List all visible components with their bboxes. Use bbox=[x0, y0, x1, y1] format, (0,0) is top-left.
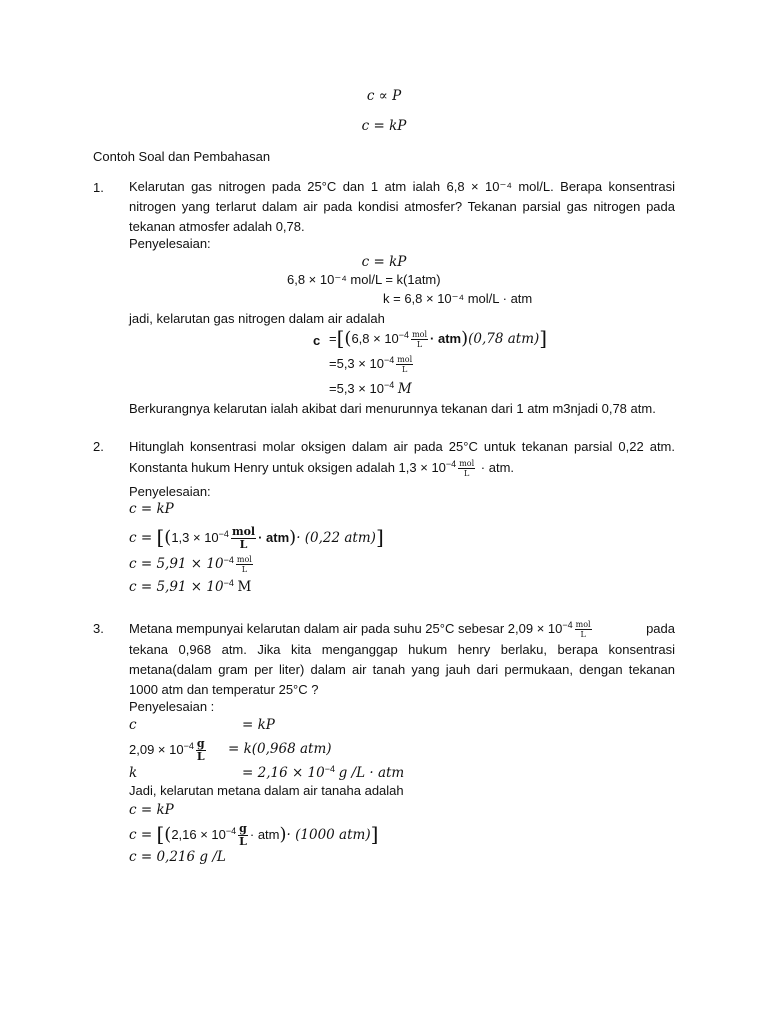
q3-row-3-left: k bbox=[129, 765, 138, 781]
q1-e3-unit: M bbox=[397, 381, 412, 397]
q3-text-frac-den: L bbox=[580, 630, 586, 640]
henry-law-equation: c = kP bbox=[361, 118, 407, 134]
q2-s3-exp: −4 bbox=[223, 555, 234, 565]
q1-e1-frac-num: mol bbox=[412, 330, 428, 340]
q2-text-frac-den: L bbox=[464, 469, 470, 479]
q2-s4-unit: M bbox=[237, 579, 252, 595]
q1-equation-line-3 bbox=[329, 380, 412, 398]
q2-s3-value: c = 5,91 × 10 bbox=[129, 556, 224, 572]
q1-step-1: c = kP bbox=[361, 254, 407, 270]
q3-r2-fraction bbox=[196, 738, 206, 763]
q2-text-atm: · atm. bbox=[480, 460, 515, 475]
q2-step-3 bbox=[129, 555, 255, 574]
q1-e2-frac-den: L bbox=[402, 365, 408, 375]
q3-step-1: c = kP bbox=[129, 802, 174, 818]
q2-number: 2. bbox=[93, 439, 104, 454]
q3-text-line-1 bbox=[129, 620, 675, 639]
q1-e2-fraction bbox=[396, 355, 413, 374]
q3-s2-exp: −4 bbox=[225, 825, 237, 836]
q1-e1-atm: · atm bbox=[430, 331, 462, 346]
q1-e1-equals: = bbox=[329, 331, 337, 346]
q3-r2-exp: −4 bbox=[183, 740, 194, 751]
q3-r2-frac-num: g bbox=[196, 737, 205, 750]
q2-s2-coef: 1,3 × 10 bbox=[171, 529, 219, 545]
q3-r2-frac-den: L bbox=[196, 750, 205, 763]
q3-row-2-right: = k(0,968 atm) bbox=[228, 741, 332, 757]
q1-e1-pressure: (0,78 atm) bbox=[468, 331, 540, 347]
q2-text-line-2 bbox=[129, 459, 514, 478]
q2-step-1: c = kP bbox=[129, 501, 174, 517]
q1-e1-coef: 6,8 × 10 bbox=[351, 331, 399, 346]
q3-r2-value: 2,09 × 10 bbox=[129, 741, 184, 757]
q2-s2-c: c = bbox=[129, 529, 157, 546]
q2-s2-frac-den: L bbox=[239, 538, 248, 551]
q3-s2-pressure: · (1000 atm) bbox=[286, 826, 371, 843]
q3-s2-frac-num: g bbox=[239, 822, 247, 835]
q2-s2-atm: · atm bbox=[258, 529, 290, 545]
q2-step-2: $c = [(1,3 \times 10^{-4}$ $\frac{\text{mol}}{L}$ · atm)· (0,22 atm)] bbox=[129, 524, 384, 551]
q1-text: Kelarutan gas nitrogen pada 25°C dan 1 atm ialah 6,8 × 10⁻⁴ mol/L. Berapa konsentrasi nitrogen yang terlarut dalam air pada kondisi atmosfer? Tekanan parsial gas nitrogen pada tekanan atmosfer adalah 0,78. bbox=[129, 179, 675, 234]
q2-s2-exp: −4 bbox=[218, 528, 229, 539]
q3-text-frac-num: mol bbox=[575, 620, 591, 630]
q3-s2-frac-den: L bbox=[239, 835, 247, 848]
q1-step-2: 6,8 × 10⁻⁴ mol/L = k(1atm) bbox=[287, 272, 441, 287]
q2-s3-frac-den: L bbox=[241, 565, 247, 575]
q1-jadi-text: jadi, kelarutan gas nitrogen dalam air adalah bbox=[129, 311, 385, 326]
q3-text-a-exp: −4 bbox=[562, 620, 573, 630]
q2-s2-fraction bbox=[231, 526, 256, 551]
q3-s2-atm: · atm bbox=[249, 826, 280, 842]
q1-e3-value: =5,3 × 10 bbox=[329, 381, 384, 396]
q2-s2-pressure: · (0,22 atm) bbox=[296, 529, 376, 546]
q2-s2-frac-num: mol bbox=[231, 525, 256, 538]
q1-e1-fraction bbox=[411, 330, 428, 349]
q2-text-frac-num: mol bbox=[459, 459, 475, 469]
q2-s3-fraction bbox=[236, 555, 253, 574]
q3-step-2: $c = [(2,16 \times 10^{-4}$ $\frac{g}{L}$ · atm)· (1000 atm)] bbox=[129, 821, 379, 848]
q2-s4-exp: −4 bbox=[223, 578, 234, 588]
q1-e2-exp: −4 bbox=[383, 355, 395, 365]
q3-row-3-right bbox=[242, 764, 404, 782]
q3-r3-unit: g /L · atm bbox=[338, 765, 405, 781]
q2-henry-constant: Konstanta hukum Henry untuk oksigen adalah 1,3 × 10 bbox=[129, 460, 446, 475]
q1-penyelesaian-label: Penyelesaian: bbox=[129, 236, 211, 251]
q3-row-1-left: c bbox=[129, 717, 137, 733]
q3-r3-exp: −4 bbox=[324, 764, 335, 774]
q3-text-a: Metana mempunyai kelarutan dalam air pada suhu 25°C sebesar 2,09 × 10 bbox=[129, 621, 563, 636]
q1-step-3: k = 6,8 × 10⁻⁴ mol/L · atm bbox=[383, 291, 533, 306]
q3-r3-value: = 2,16 × 10 bbox=[242, 765, 325, 781]
q1-e3-exp: −4 bbox=[383, 380, 395, 390]
q2-penyelesaian-label: Penyelesaian: bbox=[129, 484, 211, 499]
q1-equation-line-2 bbox=[329, 355, 415, 374]
q1-e2-value: =5,3 × 10 bbox=[329, 356, 384, 371]
q3-s2-fraction bbox=[238, 823, 248, 848]
q1-conclusion: Berkurangnya kelarutan ialah akibat dari menurunnya tekanan dari 1 atm m3njadi 0,78 atm. bbox=[129, 401, 656, 416]
q3-s2-c: c = bbox=[129, 826, 157, 843]
q3-jadi-text: Jadi, kelarutan metana dalam air tanaha adalah bbox=[129, 783, 404, 798]
q3-row-1-right: = kP bbox=[242, 717, 275, 733]
q2-henry-exp: −4 bbox=[445, 459, 457, 469]
q2-s4-value: c = 5,91 × 10 bbox=[129, 579, 224, 595]
q2-text-fraction bbox=[458, 459, 475, 478]
q1-equation-line-1: $=[(6,8 \times 10^{-4}$ $\frac{\text{mol}}{L}$ · atm)(0,78 atm)] bbox=[329, 326, 548, 350]
q1-e1-exp: −4 bbox=[398, 330, 410, 340]
q1-e1-frac-den: L bbox=[416, 340, 423, 350]
q3-penyelesaian-label: Penyelesaian : bbox=[129, 699, 215, 714]
section-heading: Contoh Soal dan Pembahasan bbox=[93, 149, 271, 164]
q3-s2-coef: 2,16 × 10 bbox=[171, 826, 226, 842]
q2-s3-frac-num: mol bbox=[236, 555, 252, 565]
q1-number: 1. bbox=[93, 180, 104, 195]
q3-text-rest: tekana 0,968 atm. Jika kita menganggap hukum henry berlaku, berapa konsentrasi metana(dalam gram per liter) dalam air tanah yang jauh dari permukaan, dengan tekanan 1000 atm dan temperatur 25°C ? bbox=[129, 642, 675, 697]
q3-number: 3. bbox=[93, 621, 104, 636]
q3-text-fraction bbox=[575, 620, 592, 639]
proportional-equation: c ∝ P bbox=[366, 88, 402, 104]
q3-text-a-post: pada bbox=[646, 621, 675, 636]
q2-text-line-1: Hitunglah konsentrasi molar oksigen dalam air pada 25°C untuk tekanan parsial 0,22 atm. bbox=[129, 439, 675, 454]
q1-c-label: c bbox=[313, 333, 321, 348]
q3-step-3: c = 0,216 g /L bbox=[129, 849, 226, 865]
q2-step-4 bbox=[129, 578, 251, 596]
q1-e2-frac-num: mol bbox=[397, 355, 413, 365]
q3-row-2-left bbox=[129, 738, 208, 763]
